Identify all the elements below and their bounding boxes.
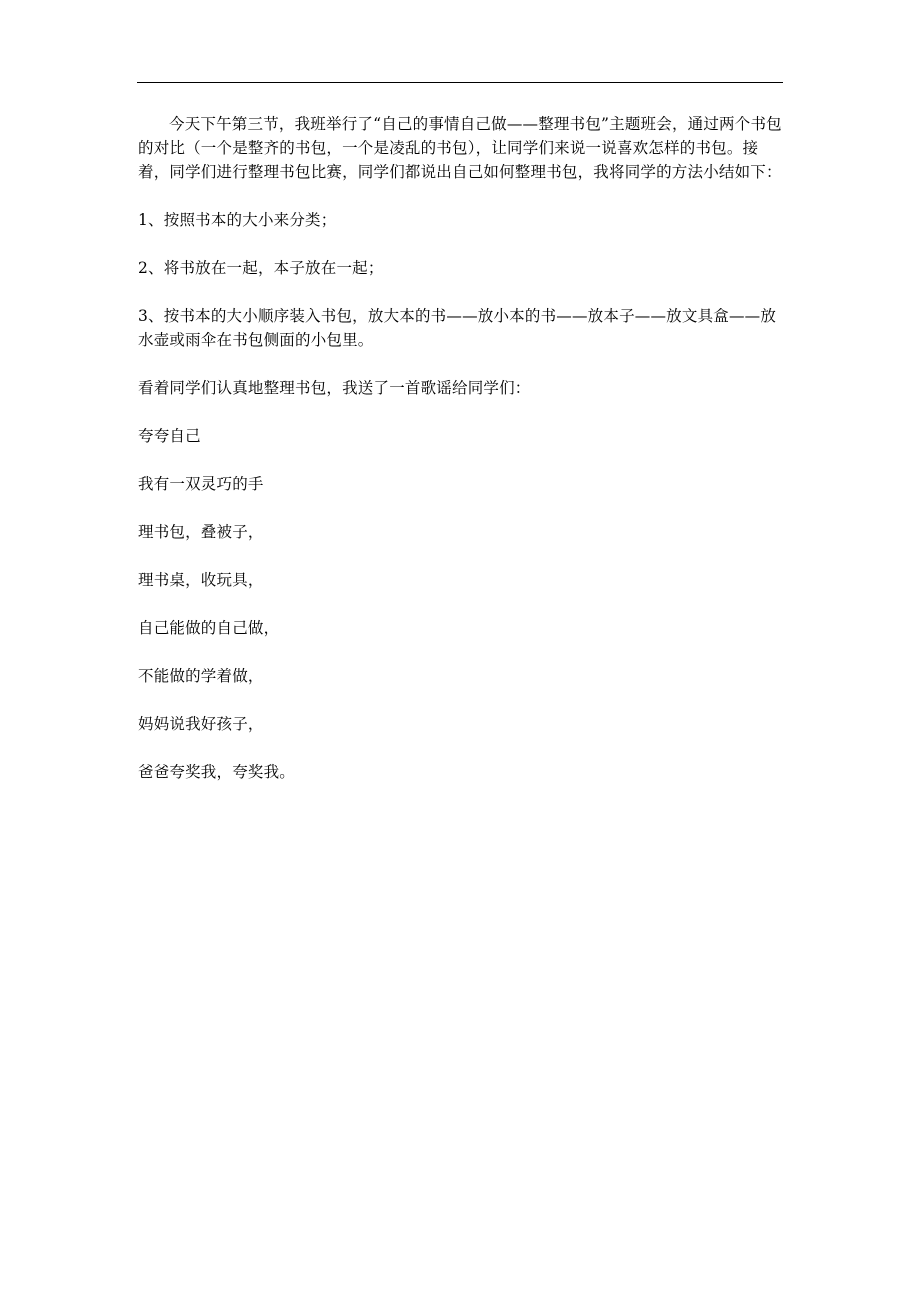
song-line-3: 理书桌，收玩具， <box>138 571 264 589</box>
method-item-2: 2、将书放在一起，本子放在一起； <box>138 259 384 277</box>
song-line-4: 自己能做的自己做， <box>138 619 280 637</box>
intro-paragraph: 今天下午第三节，我班举行了“自己的事情自己做——整理书包”主题班会，通过两个书包的对比（一个是整齐的书包，一个是凌乱的书包），让同学们来说一说喜欢怎样的书包。接着，同学们进行整理书包比赛，同学们都说出自己如何整理书包，我将同学的方法小结如下： <box>138 115 782 181</box>
song-line-7: 爸爸夸奖我，夸奖我。 <box>138 763 296 781</box>
method-item-1: 1、按照书本的大小来分类； <box>138 211 337 229</box>
header-divider <box>137 82 783 83</box>
song-line-2: 理书包，叠被子， <box>138 523 264 541</box>
song-line-5: 不能做的学着做， <box>138 667 264 685</box>
song-intro: 看着同学们认真地整理书包，我送了一首歌谣给同学们： <box>138 379 531 397</box>
song-title: 夸夸自己 <box>138 427 201 445</box>
document-body <box>138 112 786 784</box>
song-line-1: 我有一双灵巧的手 <box>138 475 264 493</box>
method-item-3: 3、按书本的大小顺序装入书包，放大本的书——放小本的书——放本子——放文具盒——放水壶或雨伞在书包侧面的小包里。 <box>138 307 777 349</box>
song-line-6: 妈妈说我好孩子， <box>138 715 264 733</box>
